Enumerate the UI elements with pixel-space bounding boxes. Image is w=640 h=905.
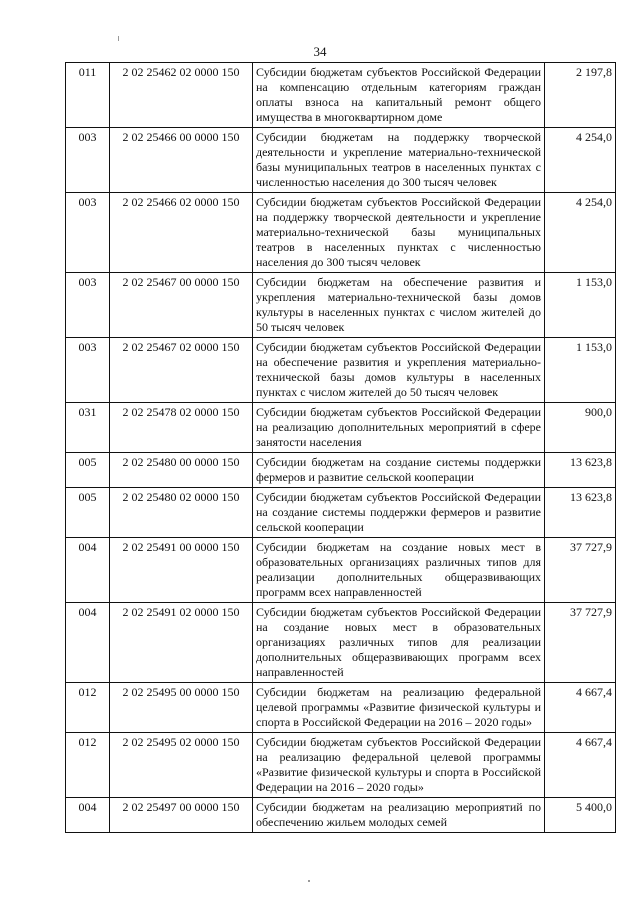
budget-code-cell: 2 02 25467 00 0000 150 [110,273,253,338]
description-cell: Субсидии бюджетам субъектов Российской Федерации на реализацию дополнительных мероприятий в сфере занятости населения [253,403,545,453]
budget-code-cell: 2 02 25480 00 0000 150 [110,453,253,488]
table-row [66,453,616,488]
description-cell: Субсидии бюджетам субъектов Российской Федерации на поддержку творческой деятельности и укрепление материально-технической базы муниципальных театров в населенных пунктах с численностью населения до 300 тысяч человек [253,193,545,273]
amount-cell: 4 254,0 [545,193,616,273]
admin-code-cell: 012 [66,733,110,798]
description-cell: Субсидии бюджетам субъектов Российской Федерации на реализацию федеральной целевой программы «Развитие физической культуры и спорта в Российской Федерации на 2016 – 2020 годы» [253,733,545,798]
table-row [66,63,616,128]
description-cell: Субсидии бюджетам субъектов Российской Федерации на обеспечение развития и укрепления материально-технической базы домов культуры в населенных пунктах с числом жителей до 50 тысяч человек [253,338,545,403]
budget-code-cell: 2 02 25491 02 0000 150 [110,603,253,683]
table-row [66,488,616,538]
page-number: 34 [313,44,327,59]
table-row [66,603,616,683]
table-row [66,798,616,833]
amount-cell: 13 623,8 [545,488,616,538]
admin-code-cell: 003 [66,193,110,273]
amount-cell: 37 727,9 [545,538,616,603]
table-row [66,683,616,733]
admin-code-cell: 011 [66,63,110,128]
table-row [66,338,616,403]
budget-code-cell: 2 02 25480 02 0000 150 [110,488,253,538]
budget-code-cell: 2 02 25467 02 0000 150 [110,338,253,403]
table-row [66,538,616,603]
budget-code-cell: 2 02 25466 02 0000 150 [110,193,253,273]
description-cell: Субсидии бюджетам субъектов Российской Федерации на создание системы поддержки фермеров и развитие сельской кооперации [253,488,545,538]
amount-cell: 2 197,8 [545,63,616,128]
description-cell: Субсидии бюджетам на поддержку творческой деятельности и укрепление материально-технической базы муниципальных театров в населенных пунктах с численностью населения до 300 тысяч человек [253,128,545,193]
budget-code-cell: 2 02 25491 00 0000 150 [110,538,253,603]
admin-code-cell: 003 [66,128,110,193]
table-row [66,273,616,338]
table-row [66,193,616,273]
amount-cell: 37 727,9 [545,603,616,683]
admin-code-cell: 031 [66,403,110,453]
amount-cell: 1 153,0 [545,273,616,338]
amount-cell: 4 254,0 [545,128,616,193]
budget-code-cell: 2 02 25478 02 0000 150 [110,403,253,453]
budget-table [65,62,616,833]
admin-code-cell: 003 [66,338,110,403]
amount-cell: 4 667,4 [545,683,616,733]
amount-cell: 1 153,0 [545,338,616,403]
admin-code-cell: 004 [66,538,110,603]
description-cell: Субсидии бюджетам субъектов Российской Федерации на создание новых мест в образовательных организациях различных типов для реализации дополнительных общеразвивающих программ всех направленностей [253,603,545,683]
amount-cell: 5 400,0 [545,798,616,833]
budget-code-cell: 2 02 25495 02 0000 150 [110,733,253,798]
amount-cell: 900,0 [545,403,616,453]
budget-code-cell: 2 02 25466 00 0000 150 [110,128,253,193]
scan-mark [118,36,119,41]
admin-code-cell: 004 [66,798,110,833]
description-cell: Субсидии бюджетам субъектов Российской Федерации на компенсацию отдельным категориям граждан оплаты взноса на капитальный ремонт общего имущества в многоквартирном доме [253,63,545,128]
budget-code-cell: 2 02 25462 02 0000 150 [110,63,253,128]
description-cell: Субсидии бюджетам на реализацию мероприятий по обеспечению жильем молодых семей [253,798,545,833]
budget-code-cell: 2 02 25497 00 0000 150 [110,798,253,833]
description-cell: Субсидии бюджетам на создание системы поддержки фермеров и развитие сельской кооперации [253,453,545,488]
table-row [66,403,616,453]
budget-code-cell: 2 02 25495 00 0000 150 [110,683,253,733]
admin-code-cell: 005 [66,453,110,488]
table-row [66,128,616,193]
admin-code-cell: 004 [66,603,110,683]
table-row [66,733,616,798]
scan-mark [308,880,310,882]
admin-code-cell: 012 [66,683,110,733]
admin-code-cell: 003 [66,273,110,338]
description-cell: Субсидии бюджетам на обеспечение развития и укрепления материально-технической базы домов культуры в населенных пунктах с числом жителей до 50 тысяч человек [253,273,545,338]
budget-table-body [66,63,616,833]
admin-code-cell: 005 [66,488,110,538]
description-cell: Субсидии бюджетам на создание новых мест в образовательных организациях различных типов для реализации дополнительных общеразвивающих программ всех направленностей [253,538,545,603]
amount-cell: 4 667,4 [545,733,616,798]
description-cell: Субсидии бюджетам на реализацию федеральной целевой программы «Развитие физической культуры и спорта в Российской Федерации на 2016 – 2020 годы» [253,683,545,733]
amount-cell: 13 623,8 [545,453,616,488]
